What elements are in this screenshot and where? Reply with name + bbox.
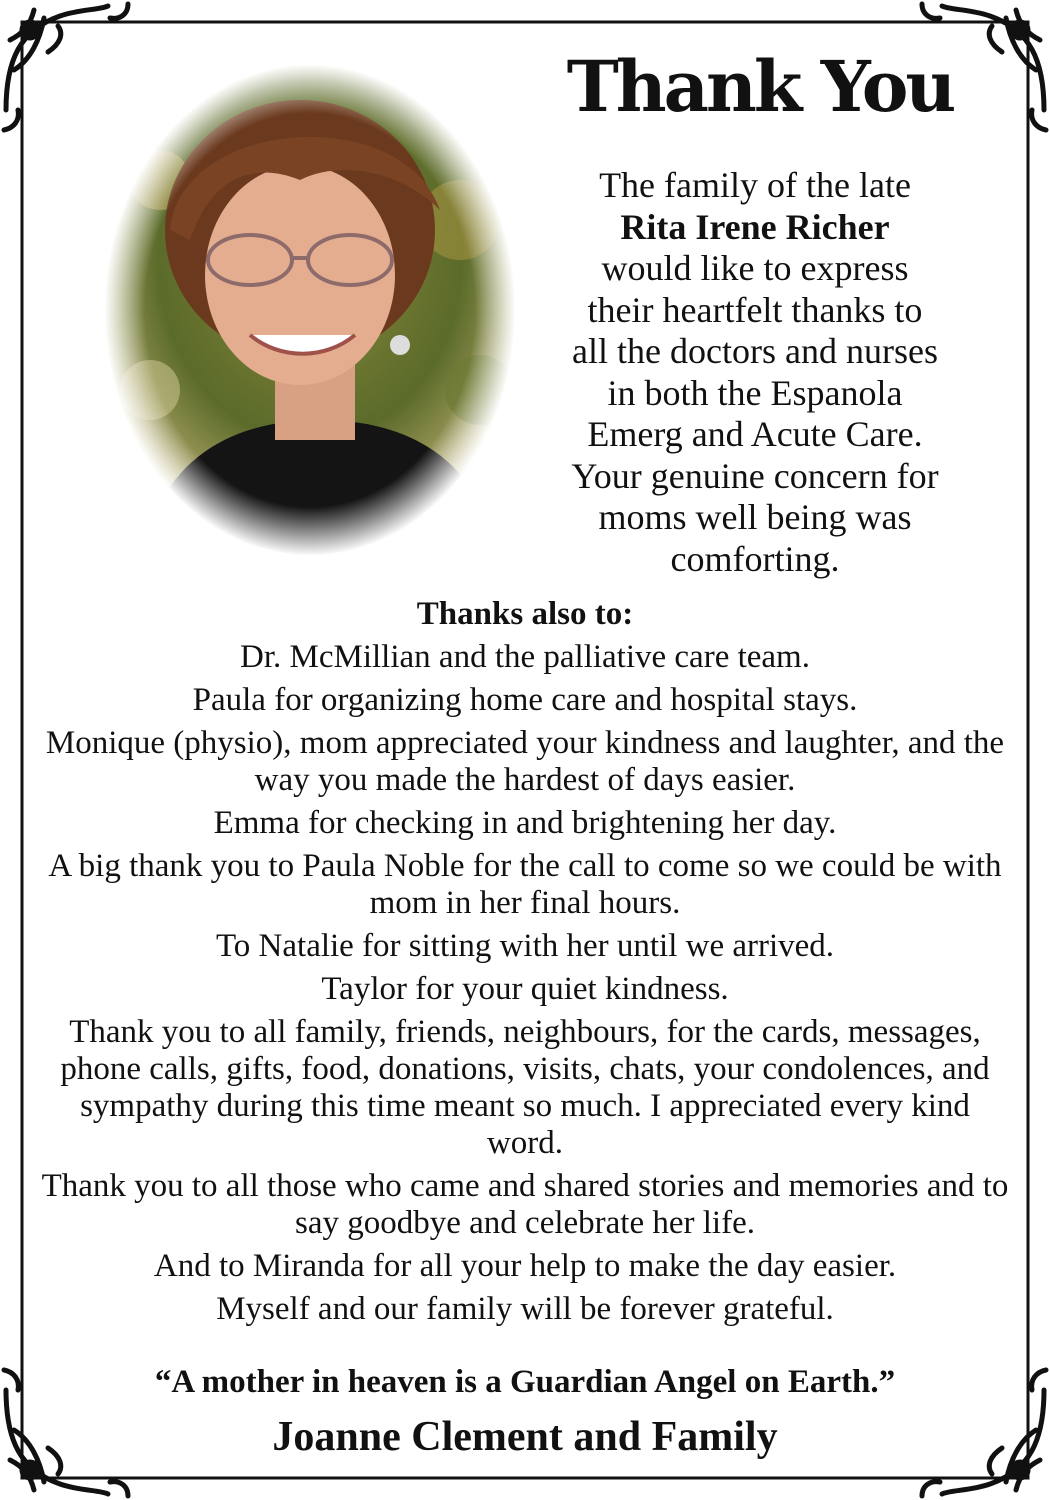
intro-line: moms well being was <box>598 497 912 537</box>
intro-line: would like to express <box>601 248 909 288</box>
intro-line: Your genuine concern for <box>571 455 939 496</box>
thanks-item: And to Miranda for all your help to make the day easier. <box>153 1248 897 1284</box>
thanks-item: Taylor for your quiet kindness. <box>321 971 729 1007</box>
thanks-item: Emma for checking in and brightening her day. <box>213 805 837 841</box>
intro-line: comforting. <box>670 538 840 579</box>
intro-message <box>540 165 970 580</box>
signature: Joanne Clement and Family <box>272 1414 778 1460</box>
thanks-item: A big thank you to Paula Noble for the call to come so we could be with mom in her final hours. <box>48 848 1002 921</box>
intro-line: all the doctors and nurses <box>572 331 938 371</box>
intro-line: The family of the late <box>599 165 911 205</box>
thanks-item: Thank you to all those who came and shared stories and memories and to say goodbye and celebrate her life. <box>41 1168 1009 1241</box>
thanks-item: Monique (physio), mom appreciated your kindness and laughter, and the way you made the hardest of days easier. <box>45 725 1005 798</box>
thanks-item: Myself and our family will be forever grateful. <box>216 1291 834 1327</box>
thanks-list <box>40 596 1010 1334</box>
thanks-heading: Thanks also to: <box>416 596 634 632</box>
thanks-item: Dr. McMillian and the palliative care team. <box>240 639 810 675</box>
thanks-item: To Natalie for sitting with her until we arrived. <box>215 928 835 964</box>
page-title: Thank You <box>566 45 954 128</box>
intro-line: their heartfelt thanks to <box>587 289 923 330</box>
thanks-item: Thank you to all family, friends, neighbours, for the cards, messages, phone calls, gifts, food, donations, visits, chats, your condolences, and sympathy during this time meant so much. I appreciated every kind word. <box>60 1014 990 1161</box>
closing-quote: “A mother in heaven is a Guardian Angel on Earth.” <box>154 1364 896 1400</box>
intro-line: in both the Espanola <box>607 372 903 413</box>
thanks-item: Paula for organizing home care and hospital stays. <box>192 682 858 718</box>
deceased-name: Rita Irene Richer <box>620 206 890 247</box>
portrait-photo <box>100 60 520 560</box>
intro-line: Emerg and Acute Care. <box>587 414 923 454</box>
